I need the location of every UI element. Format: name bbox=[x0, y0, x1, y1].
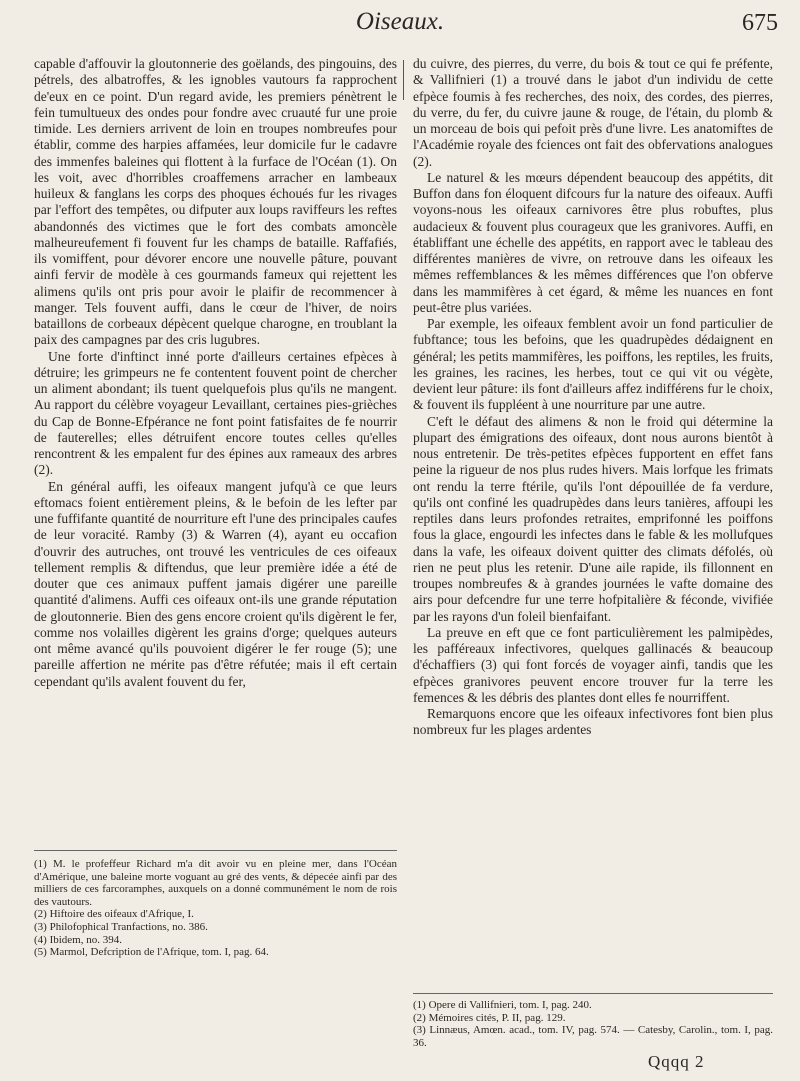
paragraph: C'eft le défaut des alimens & non le froid qui détermine la plupart des émigrations des oifeaux, dont nous aurons bientôt à nous entretenir. De très-petites efpèces fupportent en effet fans peine la rigueur de nos plus rudes hivers. Mais lorfque les frimats ont rendu la terre ftérile, qu'ils l'ont dépouillée de fa verdure, qu'ils ont confiné les quadrupèdes dans leurs tanières, affoupi les reptiles dans leurs profondes retraites, emprifonné les poiffons fous la glace, engourdi les infectes dans le fable & les mollufques dans la vafe, les oifeaux doivent quitter des climats défolés, où rien ne peut plus les retenir. D'une aile rapide, ils fillonnent en troupes nombreufes & à grandes journées le vafte domaine des airs pour defcendre fur une terre hofpitalière & féconde, vivifiée par les rayons d'un foleil bienfaifant. bbox=[413, 413, 773, 624]
signature-mark: Qqqq 2 bbox=[648, 1052, 705, 1071]
paragraph: Une forte d'inftinct inné porte d'ailleurs certaines efpèces à détruire; les grimpeurs ne fe contentent fouvent point de chercher un aliment abondant; ils tuent quelquefois plus qu'ils ne mangent. Au rapport du célèbre voyageur Levaillant, certaines pies-grièches du Cap de Bonne-Efpérance ne font point fatisfaites de fe nourrir de fauterelles; elles détruifent encore toutes celles qu'elles rencontrent & les empalent fur des épines aux rameaux des arbres (2). bbox=[34, 348, 397, 478]
footnote-rule bbox=[34, 850, 397, 851]
footnote: (4) Ibidem, no. 394. bbox=[34, 933, 122, 946]
column-divider bbox=[403, 60, 404, 100]
footnotes-right bbox=[413, 999, 773, 1049]
paragraph: du cuivre, des pierres, du verre, du bois & tout ce qui fe préfente, & Vallifnieri (1) a trouvé dans le jabot d'un individu de cette efpèce foumis à fes recherches, des noix, des cordes, des pierres, du verre, du fer, du cuivre jaune & rouge, de l'étain, du plomb & un morceau de bois qui pefoit près d'une livre. Les anatomiftes de l'Académie royale des fciences ont fait des obfervations analogues (2). bbox=[413, 56, 773, 169]
footnote: (2) Mémoires cités, P. II, pag. 129. bbox=[413, 1011, 566, 1024]
paragraph: capable d'affouvir la gloutonnerie des goëlands, des pingouins, des pétrels, des albatroffes, & les ignobles vautours fa rapprochent de'eux en ce point. D'un regard avide, les premiers pénètrent le fein tumultueux des ondes pour fondre avec cruauté fur une proie timide. Les derniers arrivent de loin en troupes nombreufes pour établir, comme des harpies affamées, leur domicile fur le cadavre des immenfes baleines qui flottent à la furface de l'Océan (1). On les voit, avec d'horribles croaffemens arracher en lambeaux huileux & fanglans les corps des phoques échoués fur les rivages par l'effort des tempêtes, ou difputer aux loups raviffeurs les reftes abandonnés des victimes que le fort des combats amoncèle malheureufement fi fouvent fur les champs de bataille. Raffafiés, ils vomiffent, pour dévorer encore une nouvelle pâture, pouvant ainfi fervir de modèle à ces gourmands fameux qui rejettent les alimens qu'ils ont pris pour avoir le plaifir de recommencer à manger. Tels fouvent auffi, dans le cœur de l'hiver, de noirs bataillons de corbeaux dépècent quelque charogne, en troublant la paix des campagnes par des cris lugubres. bbox=[34, 56, 397, 348]
footnotes-left bbox=[34, 858, 397, 959]
footnote: (3) Philofophical Tranfactions, no. 386. bbox=[34, 920, 208, 933]
footnote: (3) Linnæus, Amœn. acad., tom. IV, pag. 574. — Catesby, Carolin., tom. I, pag. 36. bbox=[413, 1024, 773, 1049]
right-column bbox=[413, 56, 773, 739]
footnote: (5) Marmol, Defcription de l'Afrique, tom. I, pag. 64. bbox=[34, 946, 269, 959]
paragraph: Le naturel & les mœurs dépendent beaucoup des appétits, dit Buffon dans fon éloquent difcours fur la nature des oifeaux. Auffi voyons-nous les oifeaux carnivores être plus robuftes, plus audacieux & fouvent plus courageux que les granivores. Auffi, en établiffant une échelle des appétits, en rapport avec le tableau des différentes manières de vivre, on retrouve dans les oifeaux les mêmes reffemblances & les mêmes différences que l'on obferve dans les mammifères à cet égard, & même les nuances en font peut-être plus variées. bbox=[413, 169, 773, 315]
page-number: 675 bbox=[742, 10, 778, 36]
paragraph: En général auffi, les oifeaux mangent jufqu'à ce que leurs eftomacs foient entièrement pleins, & le befoin de les lefter par une fuffifante quantité de nourriture eft l'une des principales caufes de leur voracité. Ramby (3) & Warren (4), ayant eu occafion d'ouvrir des autruches, ont trouvé les ventricules de ces oifeaux tellement remplis & diftendus, que leur première idée a été de douter que ces animaux puffent jamais digérer une pareille quantité d'alimens. Auffi ces oifeaux ont-ils une grande réputation de gloutonnerie. Bien des gens encore croient qu'ils digèrent le fer, comme nos volailles digèrent les grains d'orge; quelques auteurs ont même avancé qu'ils pouvoient digérer le fer rouge (5); une pareille affertion ne mérite pas d'être réfutée; mais il eft certain cependant qu'ils avalent fouvent du fer, bbox=[34, 478, 397, 689]
paragraph: La preuve en eft que ce font particulièrement les palmipèdes, les pafféreaux infectivores, quelques gallinacés & beaucoup d'échaffiers (3) qui font forcés de voyager ainfi, tandis que les efpèces granivores peuvent encore trouver fur la terre les femences & les débris des plantes dont elles fe nourriffent. bbox=[413, 624, 773, 705]
footnote-rule bbox=[413, 993, 773, 994]
footnote: (1) Opere di Vallifnieri, tom. I, pag. 240. bbox=[413, 999, 592, 1011]
footnote: (2) Hiftoire des oifeaux d'Afrique, I. bbox=[34, 908, 194, 921]
paragraph: Remarquons encore que les oifeaux infectivores font bien plus nombreux fur les plages ardentes bbox=[413, 706, 773, 738]
paragraph: Par exemple, les oifeaux femblent avoir un fond particulier de fubftance; tous les befoins, que les quadrupèdes dédaignent en général; les petits mammifères, les poiffons, les reptiles, les fruits, les graines, les racines, les herbes, tout ce qui vit ou végète, devient leur pâture: ils font d'ailleurs affez indifférens fur le choix, & fouvent ils fuppléent à une nourriture par une autre. bbox=[413, 316, 773, 413]
running-title: Oiseaux. bbox=[355, 8, 445, 35]
footnote: (1) M. le profeffeur Richard m'a dit avoir vu en pleine mer, dans l'Océan d'Amérique, une baleine morte voguant au gré des vents, & dépecée ainfi par des milliers de ces farcoramphes, auxquels on a donné communément le nom de rois des vautours. bbox=[34, 858, 397, 908]
left-column bbox=[34, 56, 397, 690]
